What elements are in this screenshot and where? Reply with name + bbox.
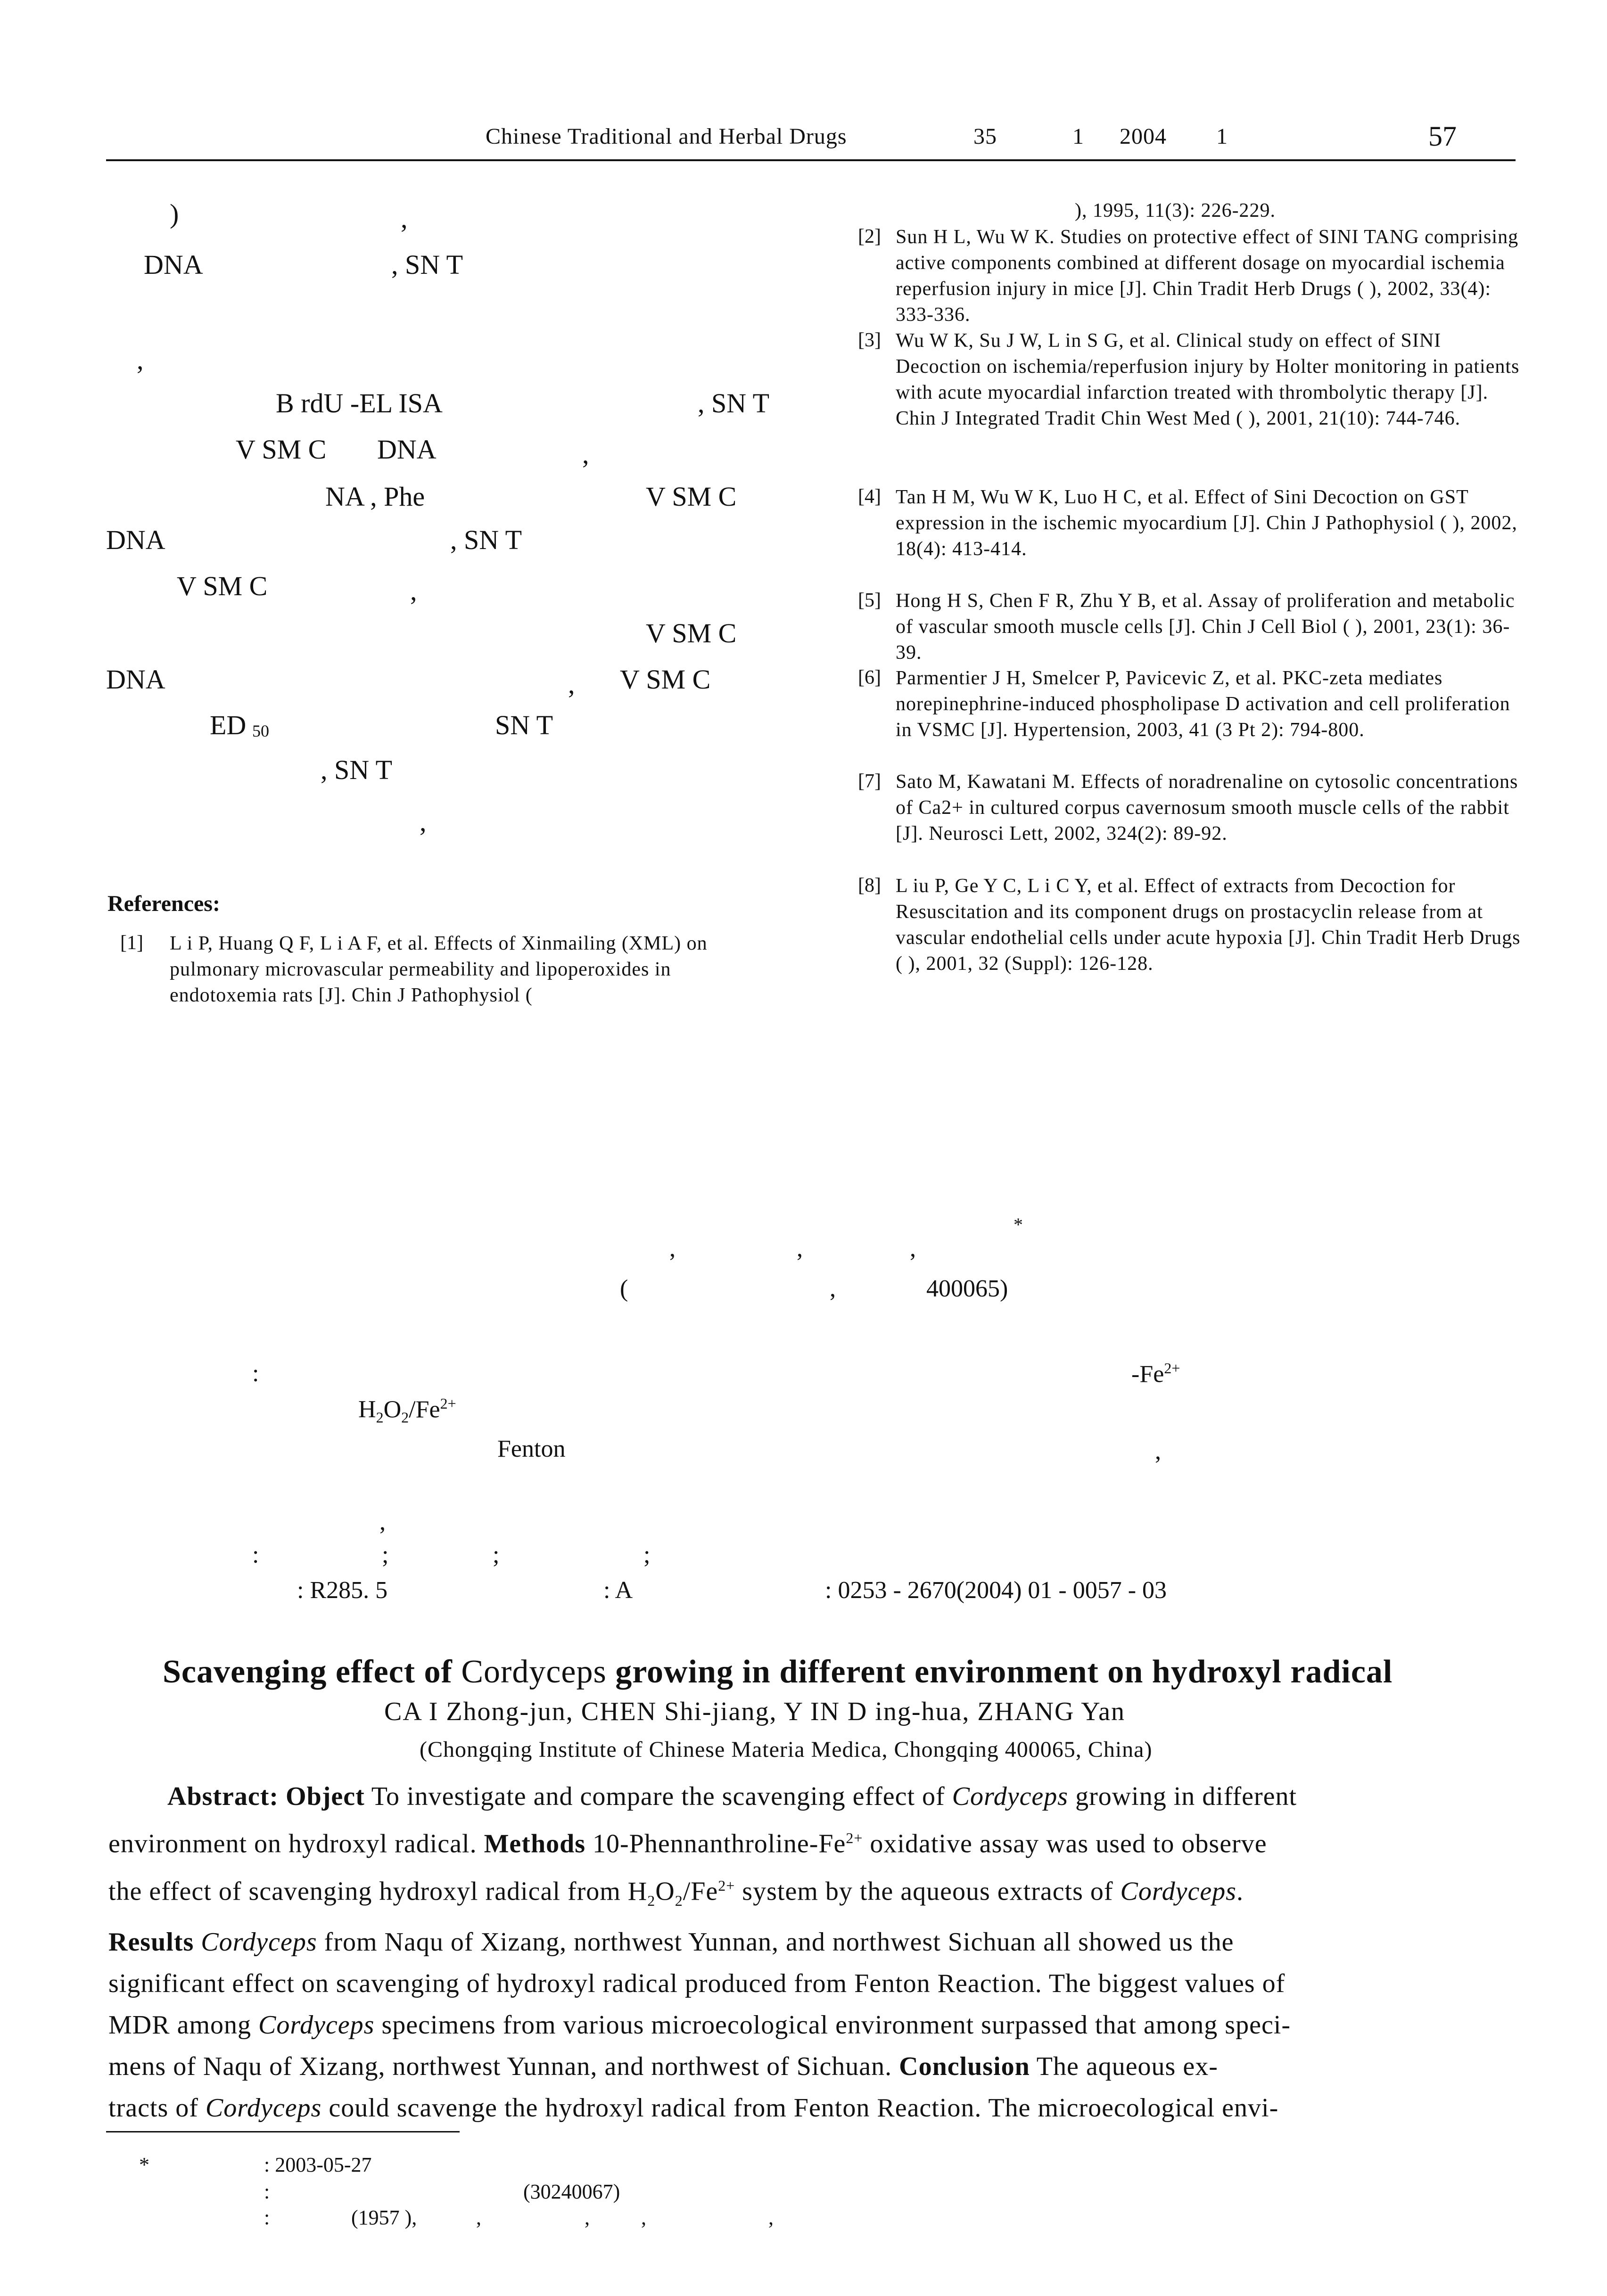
received-date: : 2003-05-27 bbox=[264, 2153, 372, 2176]
reference-entry: Tan H M, Wu W K, Luo H C, et al. Effect of Sini Decoction on GST expression in the ischemic myocardium [J]. Chin J Pathophysiol ( ), 2002, 18(4): 413-414. bbox=[896, 486, 1517, 560]
body-text-line: ) bbox=[170, 198, 179, 229]
keyword-separator: ; bbox=[643, 1542, 651, 1568]
author-separator: , bbox=[669, 1235, 676, 1262]
abstract-line: significant effect on scavenging of hydroxyl radical produced from Fenton Reaction. The biggest values of bbox=[108, 1968, 1286, 1998]
footnote-star: * bbox=[139, 2153, 149, 2176]
fenton-word: Fenton bbox=[497, 1435, 566, 1462]
postal-code: 400065) bbox=[926, 1275, 1008, 1302]
english-abstract bbox=[108, 1776, 1518, 2129]
reference-number: [2] bbox=[858, 226, 881, 247]
body-text-line: NA , Phe bbox=[325, 481, 425, 512]
english-title: Scavenging effect of Cordyceps growing in different environment on hydroxyl radical bbox=[163, 1654, 1393, 1690]
reference-entry: Wu W K, Su J W, L in S G, et al. Clinical study on effect of SINI Decoction on ischemia/reperfusion injury by Holter monitoring in patients with acute myocardial infarction treated with thrombolytic therapy [J]. Chin J Integrated Tradit Chin West Med ( ), 2001, 21(10): 744-746. bbox=[896, 330, 1520, 429]
reference-entry: Parmentier J H, Smelcer P, Pavicevic Z, et al. PKC-zeta mediates norepinephrine-induced phospholipase D activation and cell proliferation in VSMC [J]. Hypertension, 2003, 41 (3 Pt 2): 794-800. bbox=[896, 667, 1510, 741]
bio-separator: , bbox=[641, 2206, 646, 2229]
body-text-line: DNA bbox=[144, 249, 203, 280]
corresponding-star: * bbox=[1014, 1214, 1023, 1235]
abstract-line: MDR among Cordyceps specimens from various microecological environment surpassed that among speci- bbox=[108, 2010, 1291, 2040]
english-affiliation: (Chongqing Institute of Chinese Materia Medica, Chongqing 400065, China) bbox=[420, 1737, 1153, 1762]
abstract-line: Results Cordyceps from Naqu of Xizang, northwest Yunnan, and northwest Sichuan all showed us the bbox=[108, 1927, 1234, 1957]
author-separator: , bbox=[910, 1235, 916, 1262]
affiliation-open: ( bbox=[620, 1275, 628, 1302]
body-text-line: V SM C bbox=[646, 481, 737, 512]
reference-number: [7] bbox=[858, 771, 881, 792]
reference-entry: Hong H S, Chen F R, Zhu Y B, et al. Assay of proliferation and metabolic of vascular smooth muscle cells [J]. Chin J Cell Biol ( ), 2001, 23(1): 36-39. bbox=[896, 590, 1515, 664]
keyword-separator: ; bbox=[382, 1542, 389, 1568]
reference-number: [1] bbox=[120, 932, 143, 954]
reference-number: [6] bbox=[858, 667, 881, 689]
footnote-rule bbox=[106, 2131, 460, 2132]
author-separator: , bbox=[797, 1235, 803, 1262]
body-text-line: , SN T bbox=[391, 249, 463, 280]
body-text-line: DNA bbox=[377, 434, 437, 465]
abstract-comma: , bbox=[379, 1509, 386, 1535]
reference-number: [4] bbox=[858, 486, 881, 508]
body-text-line: , bbox=[568, 669, 575, 699]
year: 2004 bbox=[1120, 124, 1167, 149]
header-rule bbox=[106, 159, 1516, 161]
reference-entry: Sun H L, Wu W K. Studies on protective effect of SINI TANG comprising active components combined at different dosage on myocardial ischemia reperfusion injury in mice [J]. Chin Tradit Herb Drugs ( ), 2002, 33(4): 333-336. bbox=[896, 226, 1519, 326]
reference-number: [8] bbox=[858, 875, 881, 896]
body-text-line: DNA bbox=[106, 664, 165, 695]
fund-colon: : bbox=[264, 2180, 270, 2203]
keyword-separator: ; bbox=[493, 1542, 500, 1568]
body-text-line: , bbox=[137, 344, 144, 375]
volume-number: 35 bbox=[973, 124, 997, 149]
bio-separator: , bbox=[768, 2206, 774, 2229]
bio-colon: : bbox=[264, 2206, 270, 2229]
article-id: : 0253 - 2670(2004) 01 - 0057 - 03 bbox=[825, 1577, 1167, 1604]
body-text-line: DNA bbox=[106, 525, 165, 555]
bio-year: (1957 ), bbox=[351, 2206, 417, 2229]
reference-entry: L iu P, Ge Y C, L i C Y, et al. Effect of extracts from Decoction for Resuscitation and its component drugs on prostacyclin release from at vascular endothelial cells under acute hypoxia [J]. Chin Tradit Herb Drugs ( ), 2001, 32 (Suppl): 126-128. bbox=[896, 875, 1521, 975]
body-text-line: , SN T bbox=[321, 754, 393, 785]
bio-separator: , bbox=[476, 2206, 481, 2229]
abstract-colon: : bbox=[252, 1360, 259, 1387]
body-text-line: V SM C bbox=[236, 434, 327, 465]
subscript-50: 50 bbox=[252, 722, 269, 740]
h2o2-fe-formula: $H_2O_2/Fe^{2+}$ bbox=[358, 1395, 456, 1426]
abstract-line: the effect of scavenging hydroxyl radical from $H_2O_2/Fe^{2+}$ system by the aqueous extracts of Cordyceps. bbox=[108, 1877, 1244, 1909]
body-text-line: V SM C bbox=[646, 618, 737, 648]
keywords-colon: : bbox=[252, 1542, 259, 1568]
body-text-line: ED bbox=[210, 710, 247, 740]
fe-ion: $-Fe^{2+}$ bbox=[1131, 1360, 1180, 1388]
abstract-line: tracts of Cordyceps could scavenge the hydroxyl radical from Fenton Reaction. The microecological envi- bbox=[108, 2093, 1279, 2123]
fund-code: (30240067) bbox=[523, 2180, 620, 2203]
abstract-line: environment on hydroxyl radical. Methods $10-Phennanthroline-Fe^{2+}$ oxidative assay was used to observe bbox=[108, 1829, 1267, 1859]
body-text-line: V SM C bbox=[620, 664, 711, 695]
clc-number: : R285. 5 bbox=[297, 1577, 388, 1604]
body-text-line: SN T bbox=[495, 710, 553, 740]
body-text-line: B rdU -EL ISA bbox=[276, 388, 443, 418]
body-text-line: , SN T bbox=[698, 388, 770, 418]
reference-entry: L i P, Huang Q F, L i A F, et al. Effects of Xinmailing (XML) on pulmonary microvascular permeability and lipoperoxides in endotoxemia rats [J]. Chin J Pathophysiol ( bbox=[170, 933, 708, 1006]
reference-entry: Sato M, Kawatani M. Effects of noradrenaline on cytosolic concentrations of Ca2+ in cultured corpus cavernosum smooth muscle cells of the rabbit [J]. Neurosci Lett, 2002, 324(2): 89-92. bbox=[896, 771, 1518, 845]
english-authors: CA I Zhong-jun, CHEN Shi-jiang, Y IN D ing-hua, ZHANG Yan bbox=[384, 1697, 1125, 1726]
affiliation-comma: , bbox=[830, 1275, 836, 1302]
references-label: References: bbox=[107, 891, 220, 916]
body-text-line: V SM C bbox=[177, 571, 268, 601]
bio-separator: , bbox=[585, 2206, 590, 2229]
reference-number: [3] bbox=[858, 329, 881, 351]
body-text-line: , bbox=[401, 203, 408, 234]
page-number: 57 bbox=[1428, 121, 1457, 152]
document-code: : A bbox=[603, 1577, 633, 1604]
abstract-line: mens of Naqu of Xizang, northwest Yunnan, and northwest of Sichuan. Conclusion The aqueous ex- bbox=[108, 2051, 1218, 2081]
abstract-comma: , bbox=[1155, 1438, 1161, 1465]
journal-name: Chinese Traditional and Herbal Drugs bbox=[486, 124, 847, 149]
month: 1 bbox=[1216, 124, 1228, 149]
reference-number: [5] bbox=[858, 590, 881, 611]
issue-number: 1 bbox=[1072, 124, 1084, 149]
body-text-line: , bbox=[420, 806, 427, 837]
body-text-line: , bbox=[410, 575, 417, 606]
reference-entry: ), 1995, 11(3): 226-229. bbox=[1075, 200, 1276, 221]
body-text-line: , bbox=[582, 439, 589, 469]
abstract-line: Abstract: Object To investigate and compare the scavenging effect of Cordyceps growing in different bbox=[167, 1782, 1297, 1811]
body-text-line: , SN T bbox=[450, 525, 522, 555]
